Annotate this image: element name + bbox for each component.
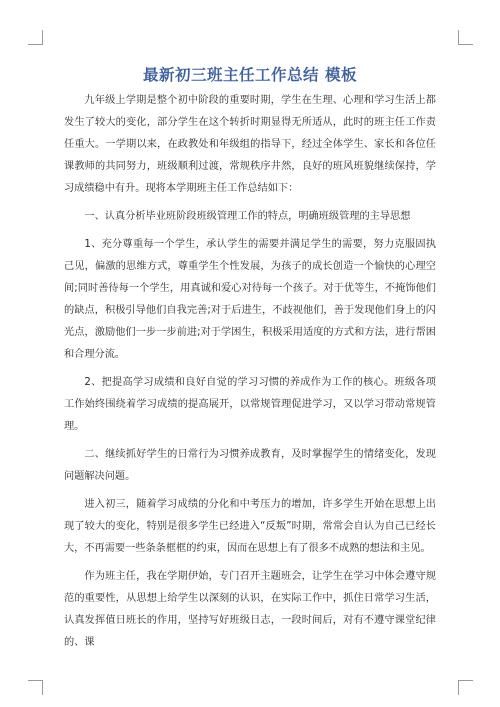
crop-mark-bottom-left — [28, 680, 43, 695]
paragraph-point-1: 1、充分尊重每一个学生，承认学生的需要并满足学生的需要，努力克服固执己见，偏激的思维方式，尊重学生个性发展，为孩子的成长创造一个愉快的心理空间;同时善待每一个学生，用真诚和爱心对待每一个孩子。对于优等生，不掩饰他们的缺点，积极引导他们自我完善;对于后进生，不歧视他们，善于发现他们身上的闪光点，激励他们一步一步前进;对于学困生，积极采用适度的方式和方法，进行帮困和合理分流。 — [64, 239, 436, 360]
paragraph-point-2: 2、把提高学习成绩和良好自觉的学习习惯的养成作为工作的核心。班级各项工作始终围绕着学习成绩的提高展开，以常规管理促进学习，又以学习带动常规管理。 — [64, 377, 436, 432]
paragraph-grade-three: 进入初三，随着学习成绩的分化和中考压力的增加，许多学生开始在思想上出现了较大的变化，特别是很多学生已经进入“反叛”时期，常常会自认为自己已经长大，不再需要一些条条框框的约束，因而在思想上有了很多不成熟的想法和主见。 — [64, 499, 436, 554]
crop-mark-top-right — [458, 30, 473, 45]
crop-mark-bottom-right — [458, 680, 473, 695]
heading-section-1: 一、认真分析毕业班阶段班级管理工作的特点，明确班级管理的主导思想 — [84, 211, 411, 222]
heading-section-2: 二、继续抓好学生的日常行为习惯养成教育，及时掌握学生的情绪变化，发现问题解决问题。 — [64, 449, 436, 482]
document-title: 最新初三班主任工作总结 模板 — [143, 66, 357, 84]
document-body — [64, 90, 436, 660]
crop-mark-top-left — [28, 30, 43, 45]
paragraph-class-meeting: 作为班主任，我在学期伊始，专门召开主题班会，让学生在学习中体会遵守规范的重要性，从思想上给学生以深刻的认识，在实际工作中，抓住日常学习生活，认真发挥值日班长的作用，坚持写好班级日志，一段时间后，对有不遵守课堂纪律的、课 — [64, 571, 436, 648]
paragraph-intro: 九年级上学期是整个初中阶段的重要时期，学生在生理、心理和学习生活上都发生了较大的变化，部分学生在这个转折时期显得无所适从，此时的班主任工作责任重大。一学期以来，在政教处和年级组的指导下，经过全体学生、家长和各位任课教师的共同努力，班级顺利过渡，常规秩序井然，良好的班风班貌继续保持，学习成绩稳中有升。现将本学期班主任工作总结如下： — [64, 95, 436, 194]
